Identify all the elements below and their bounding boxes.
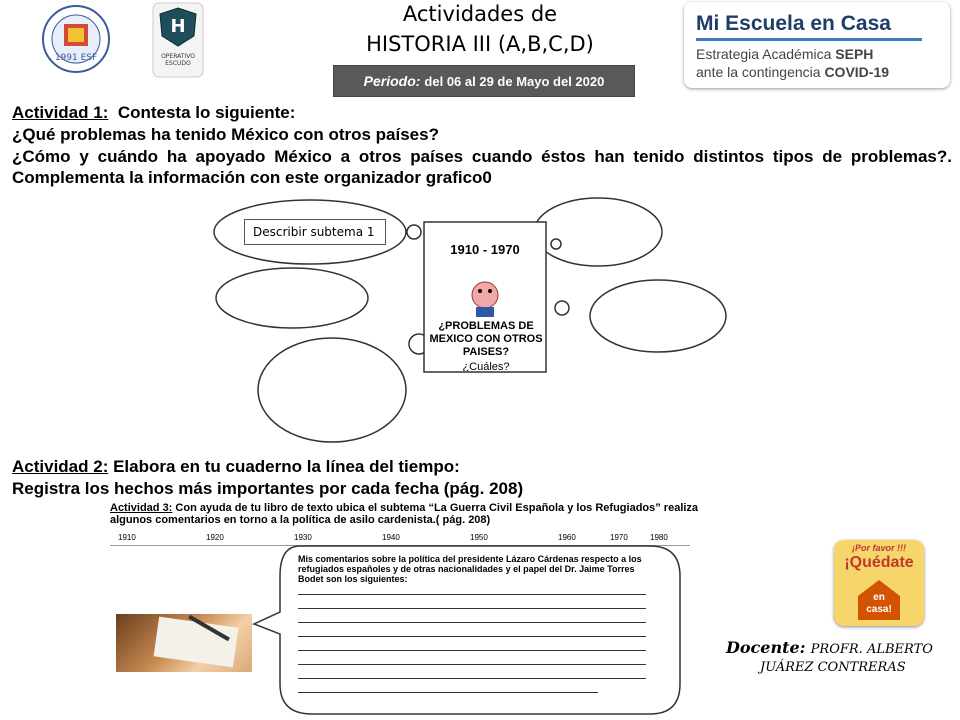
periodo-value: del 06 al 29 de Mayo del 2020 <box>424 73 605 89</box>
timeline-year: 1960 <box>558 533 576 542</box>
timeline-year: 1920 <box>206 533 224 542</box>
svg-text:OPERATIVO: OPERATIVO <box>161 53 195 60</box>
cloud-bottom-left <box>258 338 406 442</box>
periodo-label: Periodo: <box>363 73 421 89</box>
mi-escuela-en-casa-banner <box>684 2 950 88</box>
timeline-year: 1940 <box>382 533 400 542</box>
quedate-en-casa-badge <box>834 540 924 626</box>
timeline-year: 1930 <box>294 533 312 542</box>
mec-divider <box>696 38 922 41</box>
actividad-2-line-2: Registra los hechos más importantes por cada fecha (pág. 208) <box>12 479 524 498</box>
mec-line-2: ante la contingencia COVID-19 <box>696 64 890 80</box>
cloud-top-right <box>534 198 662 266</box>
docente-line-2: JUÁREZ CONTRERAS <box>760 660 906 675</box>
timeline-year: 1980 <box>650 533 668 542</box>
docente-line-1: Docente: PROFR. ALBERTO <box>726 638 933 657</box>
quedate-main: ¡Quédate <box>844 554 914 571</box>
quedate-en: en <box>873 592 885 603</box>
mec-title: Mi Escuela en Casa <box>696 12 891 35</box>
periodo-banner <box>333 65 635 97</box>
svg-text:ESCUDO: ESCUDO <box>165 60 191 67</box>
paper-sheet <box>154 617 239 668</box>
cloud-mid-left <box>216 268 368 328</box>
actividad-2-heading: Actividad 2: Elabora en tu cuaderno la línea del tiempo: <box>12 457 460 476</box>
timeline-year: 1970 <box>610 533 628 542</box>
actividad-1-heading: Actividad 1: Contesta lo siguiente: <box>12 103 296 122</box>
cloud-mid-right <box>590 280 726 352</box>
quedate-casa: casa! <box>866 604 892 615</box>
svg-text:1991 ESF: 1991 ESF <box>54 53 98 63</box>
organizer-center-question: ¿PROBLEMAS DE MEXICO CON OTROS PAISES? <box>429 320 543 358</box>
writing-hand-photo <box>116 614 252 672</box>
timeline-year: 1910 <box>118 533 136 542</box>
timeline-year: 1950 <box>470 533 488 542</box>
organizer-center-sub: ¿Cuáles? <box>462 361 510 371</box>
title-line-1: Actividades de <box>402 2 558 26</box>
subtema-box: Describir subtema 1 <box>244 219 386 245</box>
actividad-1-question-1: ¿Qué problemas ha tenido México con otros países? <box>12 125 439 144</box>
actividad-1-question-2: ¿Cómo y cuándo ha apoyado México a otros países cuando éstos han tenido distintos tipos de problemas?. Complementa la información con este organizador grafico0 <box>12 147 952 187</box>
comment-lines <box>298 590 646 700</box>
mec-line-1: Estrategia Académica SEPH <box>696 46 874 62</box>
title-line-2: HISTORIA III (A,B,C,D) <box>366 32 594 56</box>
quedate-top: ¡Por favor !!! <box>852 543 906 553</box>
comment-prompt: Mis comentarios sobre la política del presidente Lázaro Cárdenas respecto a los refugiados españoles y de otras nacionalidades y el papel del Dr. Jaime Torres Bodet son los siguientes: <box>298 554 642 584</box>
actividad-3-text: Actividad 3: Con ayuda de tu libro de texto ubica el subtema “La Guerra Civil Española y los Refugiados” realiza algunos comentarios en torno a la política de asilo cardenista.( pág. 208) <box>110 502 699 526</box>
organizer-years: 1910 - 1970 <box>450 242 520 257</box>
svg-text:H: H <box>170 16 186 37</box>
